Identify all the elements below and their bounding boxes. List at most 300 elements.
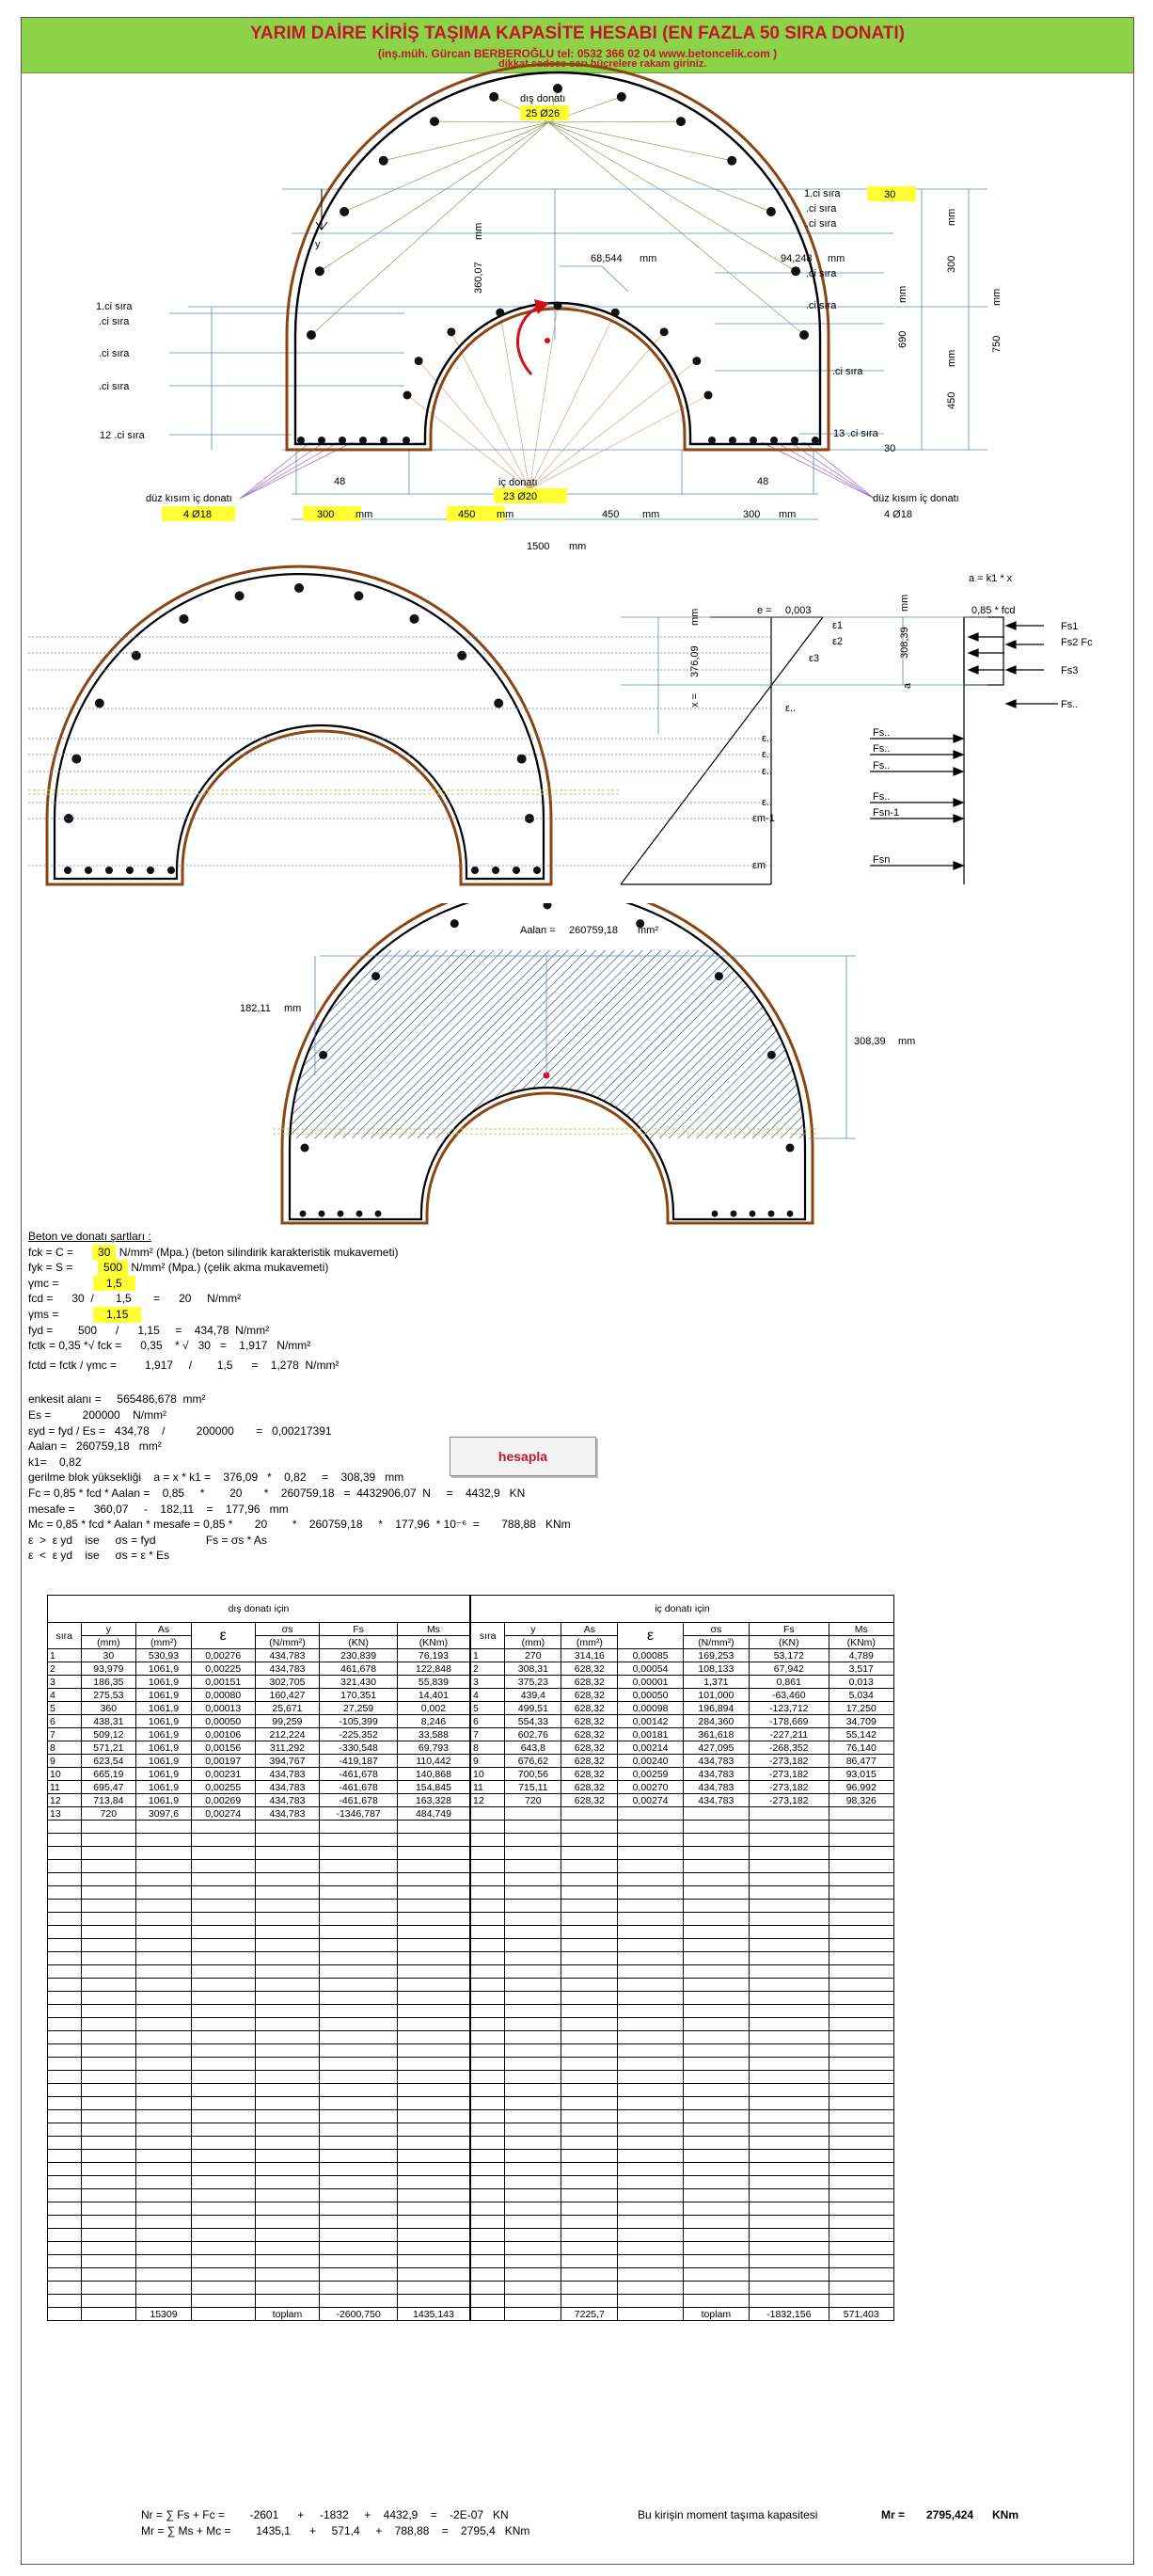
- table-row: [471, 1728, 894, 1741]
- table-cell: [255, 2031, 320, 2044]
- rebar-dot: [676, 117, 686, 126]
- table-cell: [255, 2229, 320, 2242]
- table-cell: [255, 2216, 320, 2229]
- table-cell: [471, 2176, 505, 2189]
- table-cell: [618, 2137, 683, 2150]
- table-cell: [320, 2176, 398, 2189]
- table-cell: [48, 2242, 82, 2255]
- table-cell: [505, 1847, 561, 1860]
- table-cell: -268,352: [750, 1741, 829, 1755]
- table-cell: [320, 2242, 398, 2255]
- table-cell: [471, 1900, 505, 1913]
- table-cell: -273,182: [750, 1781, 829, 1794]
- rebar-dot: [354, 591, 363, 600]
- table-cell: [48, 1860, 82, 1873]
- rebar-dot: [95, 699, 104, 708]
- col-header: σs: [255, 1623, 320, 1636]
- rebar-dot: [660, 327, 669, 336]
- table-cell: 76,193: [397, 1649, 469, 1662]
- table-cell: [320, 1873, 398, 1886]
- table-cell: [561, 2282, 618, 2295]
- table-cell: [81, 2137, 136, 2150]
- table-row: [471, 2295, 894, 2308]
- table-cell: [750, 1821, 829, 1834]
- lead-line: [529, 312, 615, 489]
- table-cell: [471, 2268, 505, 2282]
- table-cell: [81, 2295, 136, 2308]
- table-cell: [683, 2242, 749, 2255]
- dim-48-right: 48: [757, 476, 769, 487]
- table-cell: [618, 1860, 683, 1873]
- table-cell: [320, 2255, 398, 2268]
- table-cell: [618, 2110, 683, 2123]
- table-cell: [136, 2295, 192, 2308]
- table-cell: [320, 1834, 398, 1847]
- unit: mm: [899, 594, 910, 612]
- table-row: [471, 1755, 894, 1768]
- table-row: [471, 2018, 894, 2031]
- table-cell: [255, 2150, 320, 2163]
- hesapla-button[interactable]: hesapla: [450, 1437, 596, 1476]
- table-cell: [81, 1873, 136, 1886]
- total-ms: 571,403: [829, 2308, 893, 2321]
- table-cell: [397, 1900, 469, 1913]
- table-cell: [320, 1913, 398, 1926]
- table-cell: [191, 1992, 255, 2005]
- table-cell: [683, 1834, 749, 1847]
- rebar-dot: [554, 302, 562, 310]
- table-cell: [750, 2137, 829, 2150]
- rebar-dot: [544, 903, 552, 910]
- w-450-left: 450: [458, 509, 476, 520]
- dim-30-bottom: 30: [884, 443, 896, 454]
- table-cell: [191, 1873, 255, 1886]
- fyk-input[interactable]: 500: [98, 1260, 128, 1276]
- table-cell: [255, 2044, 320, 2058]
- table-cell: [471, 2044, 505, 2058]
- table-row: [48, 2176, 470, 2189]
- dim-30-top: 30: [884, 189, 896, 200]
- table-cell: [471, 1965, 505, 1979]
- calc-heading: Beton ve donatı şartları :: [28, 1230, 151, 1243]
- table-cell: [561, 2005, 618, 2018]
- table-cell: [829, 2058, 893, 2071]
- aalan-value: 260759,18: [569, 925, 618, 936]
- table-cell: 12: [471, 1794, 505, 1807]
- table-cell: [136, 2202, 192, 2216]
- table-row: [48, 2005, 470, 2018]
- fs-dot-row: Fs..: [873, 760, 891, 771]
- table-cell: [397, 1821, 469, 1834]
- table-cell: -63,460: [750, 1689, 829, 1702]
- table-cell: [136, 1992, 192, 2005]
- table-cell: 628,32: [561, 1715, 618, 1728]
- table-row: [48, 1662, 470, 1676]
- warning-text: dikkat sadece sarı hücrelere rakam giriniz.: [498, 58, 707, 70]
- table-row: [471, 1821, 894, 1834]
- table-cell: 1061,9: [136, 1728, 192, 1741]
- table-cell: 0,00276: [191, 1649, 255, 1662]
- table-row: [48, 2216, 470, 2229]
- table-cell: [191, 2018, 255, 2031]
- calc-distance: mesafe = 360,07 - 182,11 = 177,96 mm: [28, 1502, 289, 1516]
- table-row: [471, 2242, 894, 2255]
- table-cell: [505, 1873, 561, 1886]
- table-cell: [255, 1860, 320, 1873]
- table-cell: [471, 2216, 505, 2229]
- table-cell: [320, 2282, 398, 2295]
- table-cell: [397, 1952, 469, 1965]
- table-cell: [81, 2084, 136, 2097]
- table-cell: 1061,9: [136, 1715, 192, 1728]
- table-cell: 1061,9: [136, 1741, 192, 1755]
- rebar-dot: [517, 755, 527, 764]
- table-cell: 7: [471, 1728, 505, 1741]
- table-cell: 715,11: [505, 1781, 561, 1794]
- table-row: [471, 1781, 894, 1794]
- table-cell: [191, 1952, 255, 1965]
- table-cell: [561, 2216, 618, 2229]
- table-cell: [561, 1992, 618, 2005]
- table-cell: [471, 1886, 505, 1900]
- table-cell: [683, 1860, 749, 1873]
- table-cell: [191, 2123, 255, 2137]
- rebar-dot: [770, 437, 778, 444]
- table-cell: [750, 1952, 829, 1965]
- table-cell: [48, 2295, 82, 2308]
- table-cell: [683, 2084, 749, 2097]
- capacity-mr-unit: KNm: [992, 2508, 1019, 2521]
- table-cell: 0,00270: [618, 1781, 683, 1794]
- row-1-right: 1.ci sıra: [804, 188, 841, 199]
- table-cell: 394,767: [255, 1755, 320, 1768]
- fs-dot-row: Fs..: [873, 743, 891, 755]
- lead-line: [311, 122, 548, 335]
- table-cell: [397, 2031, 469, 2044]
- table-cell: [750, 2255, 829, 2268]
- table-cell: [750, 1900, 829, 1913]
- table-cell: [829, 2176, 893, 2189]
- table-row: [48, 2282, 470, 2295]
- table-cell: [397, 1834, 469, 1847]
- table-cell: [48, 2229, 82, 2242]
- table-cell: 554,33: [505, 1715, 561, 1728]
- table-cell: [505, 2018, 561, 2031]
- table-cell: [255, 1900, 320, 1913]
- table-cell: [191, 2255, 255, 2268]
- table-cell: [136, 2242, 192, 2255]
- calc-rule1: ε > ε yd ise σs = fyd Fs = σs * As: [28, 1533, 267, 1547]
- table-cell: [136, 1886, 192, 1900]
- table-cell: [618, 2058, 683, 2071]
- table-cell: 628,32: [561, 1768, 618, 1781]
- table-cell: [505, 1834, 561, 1847]
- table-cell: [191, 1834, 255, 1847]
- table-cell: [505, 2216, 561, 2229]
- rebar-dot: [415, 357, 423, 365]
- table-cell: [255, 2084, 320, 2097]
- table-row: [471, 2005, 894, 2018]
- table-cell: [471, 1834, 505, 1847]
- table-cell: [829, 2216, 893, 2229]
- table-cell: 0,00214: [618, 1741, 683, 1755]
- total-ms: 1435,143: [397, 2308, 469, 2321]
- table-row: [471, 1860, 894, 1873]
- table-cell: [136, 1979, 192, 1992]
- table-row: [48, 2255, 470, 2268]
- table-cell: [191, 1847, 255, 1860]
- table-row: [471, 1662, 894, 1676]
- table-cell: 1061,9: [136, 1781, 192, 1794]
- table-cell: 17,250: [829, 1702, 893, 1715]
- table-cell: [505, 2189, 561, 2202]
- calc-es: Es = 200000 N/mm²: [28, 1407, 167, 1422]
- table-cell: [320, 2137, 398, 2150]
- row-label: .ci sıra: [832, 366, 863, 377]
- gmc-input[interactable]: 1,5: [93, 1276, 135, 1292]
- table-cell: [48, 1913, 82, 1926]
- table-cell: [48, 1939, 82, 1952]
- page-title: YARIM DAİRE KİRİŞ TAŞIMA KAPASİTE HESABI (EN FAZLA 50 SIRA DONATI): [249, 24, 905, 43]
- table-cell: [471, 1952, 505, 1965]
- table-cell: [750, 2202, 829, 2216]
- table-cell: [81, 2044, 136, 2058]
- table-cell: [505, 1913, 561, 1926]
- table-cell: 55,142: [829, 1728, 893, 1741]
- table-cell: 101,000: [683, 1689, 749, 1702]
- table-cell: [505, 2058, 561, 2071]
- aalan-unit: mm²: [638, 925, 658, 936]
- table-cell: [618, 2097, 683, 2110]
- fsn: Fsn: [873, 854, 891, 866]
- table-cell: [48, 2058, 82, 2071]
- table-row: [471, 2058, 894, 2071]
- table-cell: [618, 2084, 683, 2097]
- table-cell: [505, 1860, 561, 1873]
- table-row: [471, 1794, 894, 1807]
- table-cell: [829, 2123, 893, 2137]
- table-cell: [683, 1913, 749, 1926]
- table-cell: 375,23: [505, 1676, 561, 1689]
- table-cell: [505, 2097, 561, 2110]
- table-cell: [320, 2097, 398, 2110]
- table-cell: 0,00080: [191, 1689, 255, 1702]
- table-cell: [829, 2071, 893, 2084]
- dim-750: 750: [991, 335, 1003, 353]
- table-cell: [829, 2018, 893, 2031]
- table-cell: [81, 1926, 136, 1939]
- table-row: [48, 2202, 470, 2216]
- table-cell: [191, 2282, 255, 2295]
- table-cell: 12: [48, 1794, 82, 1807]
- table-cell: [48, 1965, 82, 1979]
- row-1-left: 1.ci sıra: [96, 301, 133, 312]
- col-header: sıra: [48, 1623, 82, 1649]
- gms-input[interactable]: 1,15: [93, 1307, 141, 1323]
- table-cell: [397, 2176, 469, 2189]
- table-cell: [48, 2137, 82, 2150]
- table-cell: [505, 2242, 561, 2255]
- table-cell: [750, 1926, 829, 1939]
- toplam-label: toplam: [255, 2308, 320, 2321]
- table-cell: [505, 2110, 561, 2123]
- table-cell: [81, 1992, 136, 2005]
- table-cell: -178,669: [750, 1715, 829, 1728]
- table-cell: [136, 2097, 192, 2110]
- x-label: x =: [689, 693, 701, 708]
- table-cell: [829, 1873, 893, 1886]
- table-row: [471, 1913, 894, 1926]
- col-unit: (mm): [505, 1636, 561, 1649]
- fs3: Fs3: [1061, 665, 1079, 676]
- table-cell: 55,839: [397, 1676, 469, 1689]
- table-cell: [397, 1926, 469, 1939]
- table-cell: [829, 1886, 893, 1900]
- table-cell: [561, 2137, 618, 2150]
- eps-m: εm: [752, 860, 766, 871]
- table-cell: [471, 2018, 505, 2031]
- rebar-dot: [513, 867, 520, 874]
- fck-input[interactable]: 30: [92, 1245, 116, 1261]
- table-cell: [191, 1939, 255, 1952]
- table-cell: [48, 2202, 82, 2216]
- eps2: ε2: [832, 636, 844, 647]
- table-cell: [320, 2058, 398, 2071]
- ic-donati-value: 23 Ø20: [503, 491, 538, 502]
- table-cell: 6: [471, 1715, 505, 1728]
- table-cell: [829, 2163, 893, 2176]
- table-cell: [81, 2216, 136, 2229]
- table-cell: [750, 2123, 829, 2137]
- calc-fyk: [28, 1260, 571, 1276]
- table-cell: [618, 2295, 683, 2308]
- table-cell: [255, 1992, 320, 2005]
- table-cell: [81, 2189, 136, 2202]
- table-cell: [829, 2084, 893, 2097]
- rebar-dot: [126, 867, 134, 874]
- table-cell: [683, 1939, 749, 1952]
- table-row: [471, 1741, 894, 1755]
- table-cell: 484,749: [397, 1807, 469, 1821]
- table-cell: [136, 2229, 192, 2242]
- col-header: As: [136, 1623, 192, 1636]
- col-unit: (KNm): [829, 1636, 893, 1649]
- table-row: [471, 1873, 894, 1886]
- table-cell: [48, 1834, 82, 1847]
- table-cell: [561, 1979, 618, 1992]
- table-cell: [561, 1886, 618, 1900]
- table-cell: [48, 2097, 82, 2110]
- table-row: [471, 1939, 894, 1952]
- table-cell: [829, 1900, 893, 1913]
- table-cell: [829, 1821, 893, 1834]
- rebar-dot: [300, 1211, 307, 1217]
- table-cell: [320, 1847, 398, 1860]
- table-cell: 4: [48, 1689, 82, 1702]
- table-row: [48, 2018, 470, 2031]
- ic-donati-label: iç donatı: [498, 477, 538, 488]
- table-cell: [683, 1952, 749, 1965]
- table-cell: [505, 2137, 561, 2150]
- table-cell: [750, 1834, 829, 1847]
- fsn1: Fsn-1: [873, 807, 900, 819]
- table-cell: [255, 2097, 320, 2110]
- table-cell: 4,789: [829, 1649, 893, 1662]
- a-label: a: [902, 682, 913, 689]
- table-cell: [191, 1886, 255, 1900]
- table-cell: [397, 2242, 469, 2255]
- table-cell: [683, 2216, 749, 2229]
- table-cell: [505, 2071, 561, 2084]
- table-row: [471, 1676, 894, 1689]
- table-cell: [561, 1965, 618, 1979]
- table-cell: 284,360: [683, 1715, 749, 1728]
- table-cell: [255, 1913, 320, 1926]
- table-cell: 0,00197: [191, 1755, 255, 1768]
- table-cell: [397, 1886, 469, 1900]
- table-cell: [683, 2044, 749, 2058]
- table-cell: 1: [471, 1649, 505, 1662]
- table-cell: 110,442: [397, 1755, 469, 1768]
- table-cell: [397, 2071, 469, 2084]
- table-cell: 434,783: [683, 1781, 749, 1794]
- table-cell: [561, 1952, 618, 1965]
- table-cell: [683, 2295, 749, 2308]
- table-cell: [471, 2202, 505, 2216]
- table-cell: 1: [48, 1649, 82, 1662]
- table-cell: [81, 1821, 136, 1834]
- table-cell: -330,548: [320, 1741, 398, 1755]
- table-cell: [397, 1860, 469, 1873]
- table-cell: [561, 1847, 618, 1860]
- table-row: [471, 1992, 894, 2005]
- table-cell: [81, 2058, 136, 2071]
- table-cell: [191, 2005, 255, 2018]
- table-row: [48, 1821, 470, 1834]
- table-cell: [750, 2176, 829, 2189]
- table-cell: [191, 2071, 255, 2084]
- table-cell: [618, 1926, 683, 1939]
- table-row: [48, 1926, 470, 1939]
- table-cell: [750, 2189, 829, 2202]
- table-cell: [397, 2123, 469, 2137]
- rebar-dot: [750, 437, 757, 444]
- table-cell: 122,848: [397, 1662, 469, 1676]
- table-cell: [471, 2058, 505, 2071]
- table-cell: 2: [48, 1662, 82, 1676]
- table-row: [471, 2110, 894, 2123]
- table-cell: 720: [505, 1794, 561, 1807]
- lead-line: [548, 122, 771, 212]
- table-cell: 1061,9: [136, 1676, 192, 1689]
- unit: mm: [991, 288, 1003, 306]
- table-cell: [618, 2255, 683, 2268]
- rebar-dot: [71, 755, 81, 764]
- table-cell: 34,709: [829, 1715, 893, 1728]
- table-cell: [48, 2189, 82, 2202]
- duz-left-value: 4 Ø18: [183, 509, 212, 520]
- table-cell: 169,253: [683, 1649, 749, 1662]
- table-cell: [750, 1992, 829, 2005]
- table-row: [48, 2150, 470, 2163]
- table-cell: [618, 1939, 683, 1952]
- table-row: [48, 1741, 470, 1755]
- table-cell: [561, 2295, 618, 2308]
- table-cell: 270: [505, 1649, 561, 1662]
- table-cell: [191, 2137, 255, 2150]
- table-cell: [561, 2084, 618, 2097]
- table-cell: 196,894: [683, 1702, 749, 1715]
